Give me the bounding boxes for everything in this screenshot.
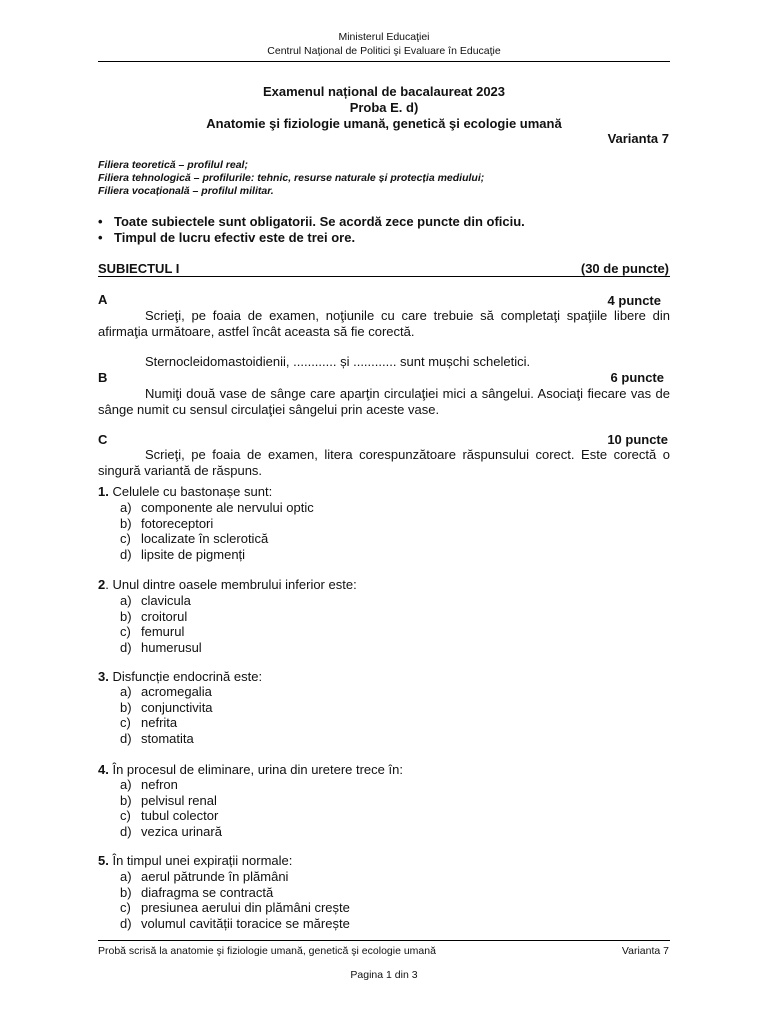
footer-divider — [98, 940, 670, 941]
exam-title: Examenul național de bacalaureat 2023 — [262, 84, 506, 99]
question-3 — [98, 669, 262, 685]
filiera-list — [98, 159, 484, 198]
question-number: 2 — [98, 577, 106, 592]
subject-points: (30 de puncte) — [580, 261, 669, 276]
rule-item: • Timpul de lucru efectiv este de trei ore. — [98, 229, 356, 245]
question-1 — [98, 484, 272, 500]
option: b) croitorul — [120, 608, 188, 624]
option: c) localizate în sclerotică — [120, 531, 269, 546]
subject-title: SUBIECTUL I — [98, 261, 180, 276]
question-4-options — [120, 777, 222, 839]
option: a) aerul pătrunde în plămâni — [120, 869, 289, 884]
option: b) pelvisul renal — [120, 792, 217, 808]
option: d) stomatita — [120, 730, 194, 746]
option: a) acromegalia — [120, 684, 212, 699]
question-2 — [98, 577, 357, 593]
variant-label: Varianta 7 — [607, 131, 669, 146]
page-number: Pagina 1 din 3 — [350, 969, 418, 981]
section-b-letter: B — [98, 370, 108, 385]
option: d) volumul cavității toracice se mărește — [120, 915, 350, 931]
center-name: Centrul Naţional de Politici şi Evaluare în Educaţie — [267, 45, 501, 57]
section-a-statement: Sternocleidomastoidienii, ............ și ............ sunt mușchi scheletici. — [145, 354, 531, 369]
question-number: 1. — [98, 484, 109, 499]
question-text: Celulele cu bastonașe sunt: — [112, 484, 273, 499]
option: d) lipsite de pigmenți — [120, 546, 246, 562]
subject-underline — [98, 276, 670, 277]
option: c) tubul colector — [120, 808, 219, 823]
filiera-item: Filiera vocațională – profilul militar. — [98, 185, 274, 197]
question-2-options — [120, 593, 202, 655]
filiera-item: Filiera tehnologică – profilurile: tehnic, resurse naturale și protecția mediului; — [98, 172, 485, 184]
exam-subtitle: Proba E. d) — [349, 100, 419, 115]
question-3-options — [120, 684, 213, 746]
header-divider — [98, 61, 670, 62]
question-number: 5. — [98, 853, 109, 868]
question-4 — [98, 762, 403, 778]
question-1-options — [120, 500, 314, 562]
filiera-item: Filiera teoretică – profilul real; — [98, 159, 248, 171]
rule-item: • Toate subiectele sunt obligatorii. Se acordă zece puncte din oficiu. — [98, 214, 525, 229]
section-b-instruction: Numiţi două vase de sânge care aparţin circulaţiei mici a sângelui. Asociaţi fiecare vas de sânge numit cu sensul circulaţiei sângelui prin aceste vase. — [98, 386, 670, 417]
option: a) nefron — [120, 777, 178, 792]
question-5 — [98, 853, 292, 869]
exam-discipline: Anatomie şi fiziologie umană, genetică şi ecologie umană — [206, 116, 562, 131]
question-text: . Unul dintre oasele membrului inferior este: — [105, 577, 357, 592]
rules-list — [98, 214, 525, 245]
page-header — [0, 30, 768, 58]
question-text: În timpul unei expirații normale: — [112, 853, 293, 868]
option: d) humerusul — [120, 639, 202, 655]
question-5-options — [120, 869, 350, 931]
option: b) conjunctivita — [120, 699, 213, 715]
section-c-letter: C — [98, 432, 108, 447]
question-number: 4. — [98, 762, 109, 777]
section-c-instruction: Scrieţi, pe foaia de examen, litera corespunzătoare răspunsului corect. Este corectă o singură variantă de răspuns. — [98, 447, 670, 478]
section-b-points: 6 puncte — [610, 370, 664, 385]
option: d) vezica urinară — [120, 823, 222, 839]
footer-subject: Probă scrisă la anatomie şi fiziologie umană, genetică şi ecologie umană — [98, 945, 436, 957]
question-text: Disfuncție endocrină este: — [112, 669, 263, 684]
section-a-points: 4 puncte — [607, 293, 661, 308]
option: b) diafragma se contractă — [120, 884, 274, 900]
ministry-name: Ministerul Educaţiei — [338, 31, 430, 43]
section-a-letter: A — [98, 292, 108, 307]
option: a) componente ale nervului optic — [120, 500, 314, 515]
question-number: 3. — [98, 669, 109, 684]
question-text: În procesul de eliminare, urina din uretere trece în: — [112, 762, 403, 777]
option: a) clavicula — [120, 593, 191, 608]
footer-variant: Varianta 7 — [621, 945, 669, 957]
option: c) presiunea aerului din plămâni crește — [120, 900, 350, 915]
section-a-instruction: Scrieţi, pe foaia de examen, noţiunile cu care trebuie să completaţi spaţiile libere din afirmaţia următoare, astfel încât aceasta să fie corectă. — [98, 308, 670, 339]
option: c) femurul — [120, 624, 185, 639]
option: c) nefrita — [120, 715, 178, 730]
section-c-points: 10 puncte — [607, 432, 668, 447]
option: b) fotoreceptori — [120, 515, 214, 531]
